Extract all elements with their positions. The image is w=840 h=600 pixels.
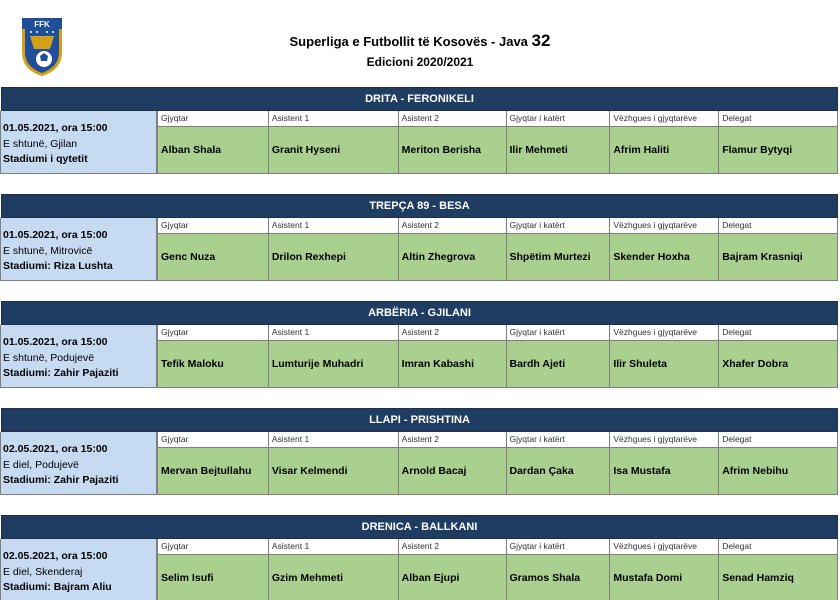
official-cell <box>506 432 610 495</box>
official-role: Asistent 2 <box>399 539 506 555</box>
official-name: Ilir Shuleta <box>610 341 718 387</box>
match-date: 01.05.2021, ora 15:00 <box>3 122 108 134</box>
official-cell <box>268 432 398 495</box>
official-name: Gzim Mehmeti <box>269 555 398 600</box>
official-name: Isa Mustafa <box>610 448 718 494</box>
official-role: Delegat <box>719 111 837 127</box>
official-role: Asistent 2 <box>399 325 506 341</box>
official-role: Gjyqtar i katërt <box>507 432 610 448</box>
official-cell <box>398 218 506 281</box>
official-cell <box>506 539 610 600</box>
official-cell <box>157 111 268 174</box>
official-cell <box>157 432 268 495</box>
official-name: Flamur Bytyqi <box>719 127 837 173</box>
officials-row <box>157 111 838 174</box>
match-stadium: Stadiumi: Riza Lushta <box>3 260 113 272</box>
match-stadium: Stadiumi: Bajram Aliu <box>3 581 112 593</box>
match-title: DRENICA - BALLKANI <box>1 515 838 539</box>
match-place: E shtunë, Gjilan <box>3 137 78 150</box>
official-name: Tefik Maloku <box>158 341 268 387</box>
official-role: Delegat <box>719 432 837 448</box>
page-header <box>200 32 640 71</box>
match-block <box>0 301 840 388</box>
official-name: Mervan Bejtullahu <box>158 448 268 494</box>
official-cell <box>609 432 718 495</box>
official-role: Asistent 2 <box>399 218 506 234</box>
official-cell <box>268 325 398 388</box>
officials-row <box>157 432 838 495</box>
official-role: Gjyqtar i katërt <box>507 539 610 555</box>
officials-row <box>157 539 838 600</box>
official-cell <box>398 325 506 388</box>
ffk-shield-icon <box>20 16 64 78</box>
match-title: DRITA - FERONIKELI <box>1 87 838 111</box>
official-name: Alban Ejupi <box>399 555 506 600</box>
official-name: Granit Hyseni <box>269 127 398 173</box>
match-info <box>0 218 157 281</box>
official-role: Gjyqtar i katërt <box>507 325 610 341</box>
match-place: E shtunë, Mitrovicë <box>3 244 93 257</box>
official-name: Drilon Rexhepi <box>269 234 398 280</box>
official-cell <box>398 111 506 174</box>
official-cell <box>718 325 837 388</box>
match-place: E diel, Skenderaj <box>3 565 83 578</box>
official-name: Ilir Mehmeti <box>507 127 610 173</box>
official-role: Gjyqtar i katërt <box>507 111 610 127</box>
official-name: Afrim Nebihu <box>719 448 837 494</box>
official-name: Skender Hoxha <box>610 234 718 280</box>
official-cell <box>718 218 837 281</box>
officials-row <box>157 218 838 281</box>
official-cell <box>609 111 718 174</box>
official-role: Asistent 1 <box>269 111 398 127</box>
official-cell <box>718 432 837 495</box>
official-name: Arnold Bacaj <box>399 448 506 494</box>
match-date: 02.05.2021, ora 15:00 <box>3 443 108 455</box>
official-name: Bajram Krasniqi <box>719 234 837 280</box>
official-role: Gjyqtar <box>158 539 268 555</box>
official-role: Gjyqtar <box>158 432 268 448</box>
official-name: Genc Nuza <box>158 234 268 280</box>
match-stadium: Stadiumi: Zahir Pajaziti <box>3 367 119 379</box>
match-stadium: Stadiumi: Zahir Pajaziti <box>3 474 119 486</box>
official-role: Asistent 1 <box>269 539 398 555</box>
official-role: Vëzhgues i gjyqtarëve <box>610 111 718 127</box>
official-name: Senad Hamziq <box>719 555 837 600</box>
match-date: 01.05.2021, ora 15:00 <box>3 336 108 348</box>
official-name: Shpëtim Murtezi <box>507 234 610 280</box>
page-title <box>200 32 640 51</box>
official-name: Afrim Haliti <box>610 127 718 173</box>
official-name: Xhafer Dobra <box>719 341 837 387</box>
week-number: 32 <box>531 31 551 50</box>
match-title: LLAPI - PRISHTINA <box>1 408 838 432</box>
official-cell <box>398 539 506 600</box>
official-role: Delegat <box>719 539 837 555</box>
match-info <box>0 432 157 495</box>
match-block <box>0 87 840 174</box>
official-role: Gjyqtar <box>158 325 268 341</box>
official-cell <box>268 539 398 600</box>
official-role: Delegat <box>719 218 837 234</box>
official-name: Mustafa Domi <box>610 555 718 600</box>
edition-subtitle: Edicioni 2020/2021 <box>366 55 474 69</box>
official-role: Asistent 2 <box>399 111 506 127</box>
official-role: Vëzhgues i gjyqtarëve <box>610 218 718 234</box>
match-info <box>0 539 157 600</box>
match-block <box>0 408 840 495</box>
official-name: Dardan Çaka <box>507 448 610 494</box>
officials-row <box>157 325 838 388</box>
match-date: 01.05.2021, ora 15:00 <box>3 229 108 241</box>
match-date: 02.05.2021, ora 15:00 <box>3 550 108 562</box>
official-cell <box>157 218 268 281</box>
official-cell <box>609 218 718 281</box>
official-role: Gjyqtar i katërt <box>507 218 610 234</box>
match-title: ARBËRIA - GJILANI <box>1 301 838 325</box>
official-name: Imran Kabashi <box>399 341 506 387</box>
official-role: Gjyqtar <box>158 111 268 127</box>
official-role: Asistent 1 <box>269 218 398 234</box>
official-cell <box>157 539 268 600</box>
official-role: Asistent 2 <box>399 432 506 448</box>
official-cell <box>398 432 506 495</box>
official-cell <box>506 111 610 174</box>
match-place: E diel, Podujevë <box>3 458 79 471</box>
match-info <box>0 325 157 388</box>
official-cell <box>506 218 610 281</box>
official-name: Alban Shala <box>158 127 268 173</box>
match-stadium: Stadiumi i qytetit <box>3 153 88 165</box>
official-cell <box>609 325 718 388</box>
official-name: Gramos Shala <box>507 555 610 600</box>
official-name: Bardh Ajeti <box>507 341 610 387</box>
page-title-text: Superliga e Futbollit të Kosovës - Java <box>289 34 528 49</box>
match-info <box>0 111 157 174</box>
ffk-logo <box>20 16 64 78</box>
official-cell <box>268 111 398 174</box>
official-cell <box>157 325 268 388</box>
official-role: Vëzhgues i gjyqtarëve <box>610 539 718 555</box>
official-name: Lumturije Muhadri <box>269 341 398 387</box>
official-role: Vëzhgues i gjyqtarëve <box>610 432 718 448</box>
official-role: Delegat <box>719 325 837 341</box>
official-role: Gjyqtar <box>158 218 268 234</box>
match-title: TREPÇA 89 - BESA <box>1 194 838 218</box>
official-cell <box>506 325 610 388</box>
official-role: Asistent 1 <box>269 325 398 341</box>
official-cell <box>718 111 837 174</box>
official-cell <box>718 539 837 600</box>
official-name: Visar Kelmendi <box>269 448 398 494</box>
official-role: Vëzhgues i gjyqtarëve <box>610 325 718 341</box>
logo-text: FFK <box>34 20 50 29</box>
match-place: E shtunë, Podujevë <box>3 351 95 364</box>
official-cell <box>609 539 718 600</box>
official-name: Selim Isufi <box>158 555 268 600</box>
official-name: Meriton Berisha <box>399 127 506 173</box>
official-name: Altin Zhegrova <box>399 234 506 280</box>
match-block <box>0 194 840 281</box>
official-cell <box>268 218 398 281</box>
official-role: Asistent 1 <box>269 432 398 448</box>
match-block <box>0 515 840 600</box>
